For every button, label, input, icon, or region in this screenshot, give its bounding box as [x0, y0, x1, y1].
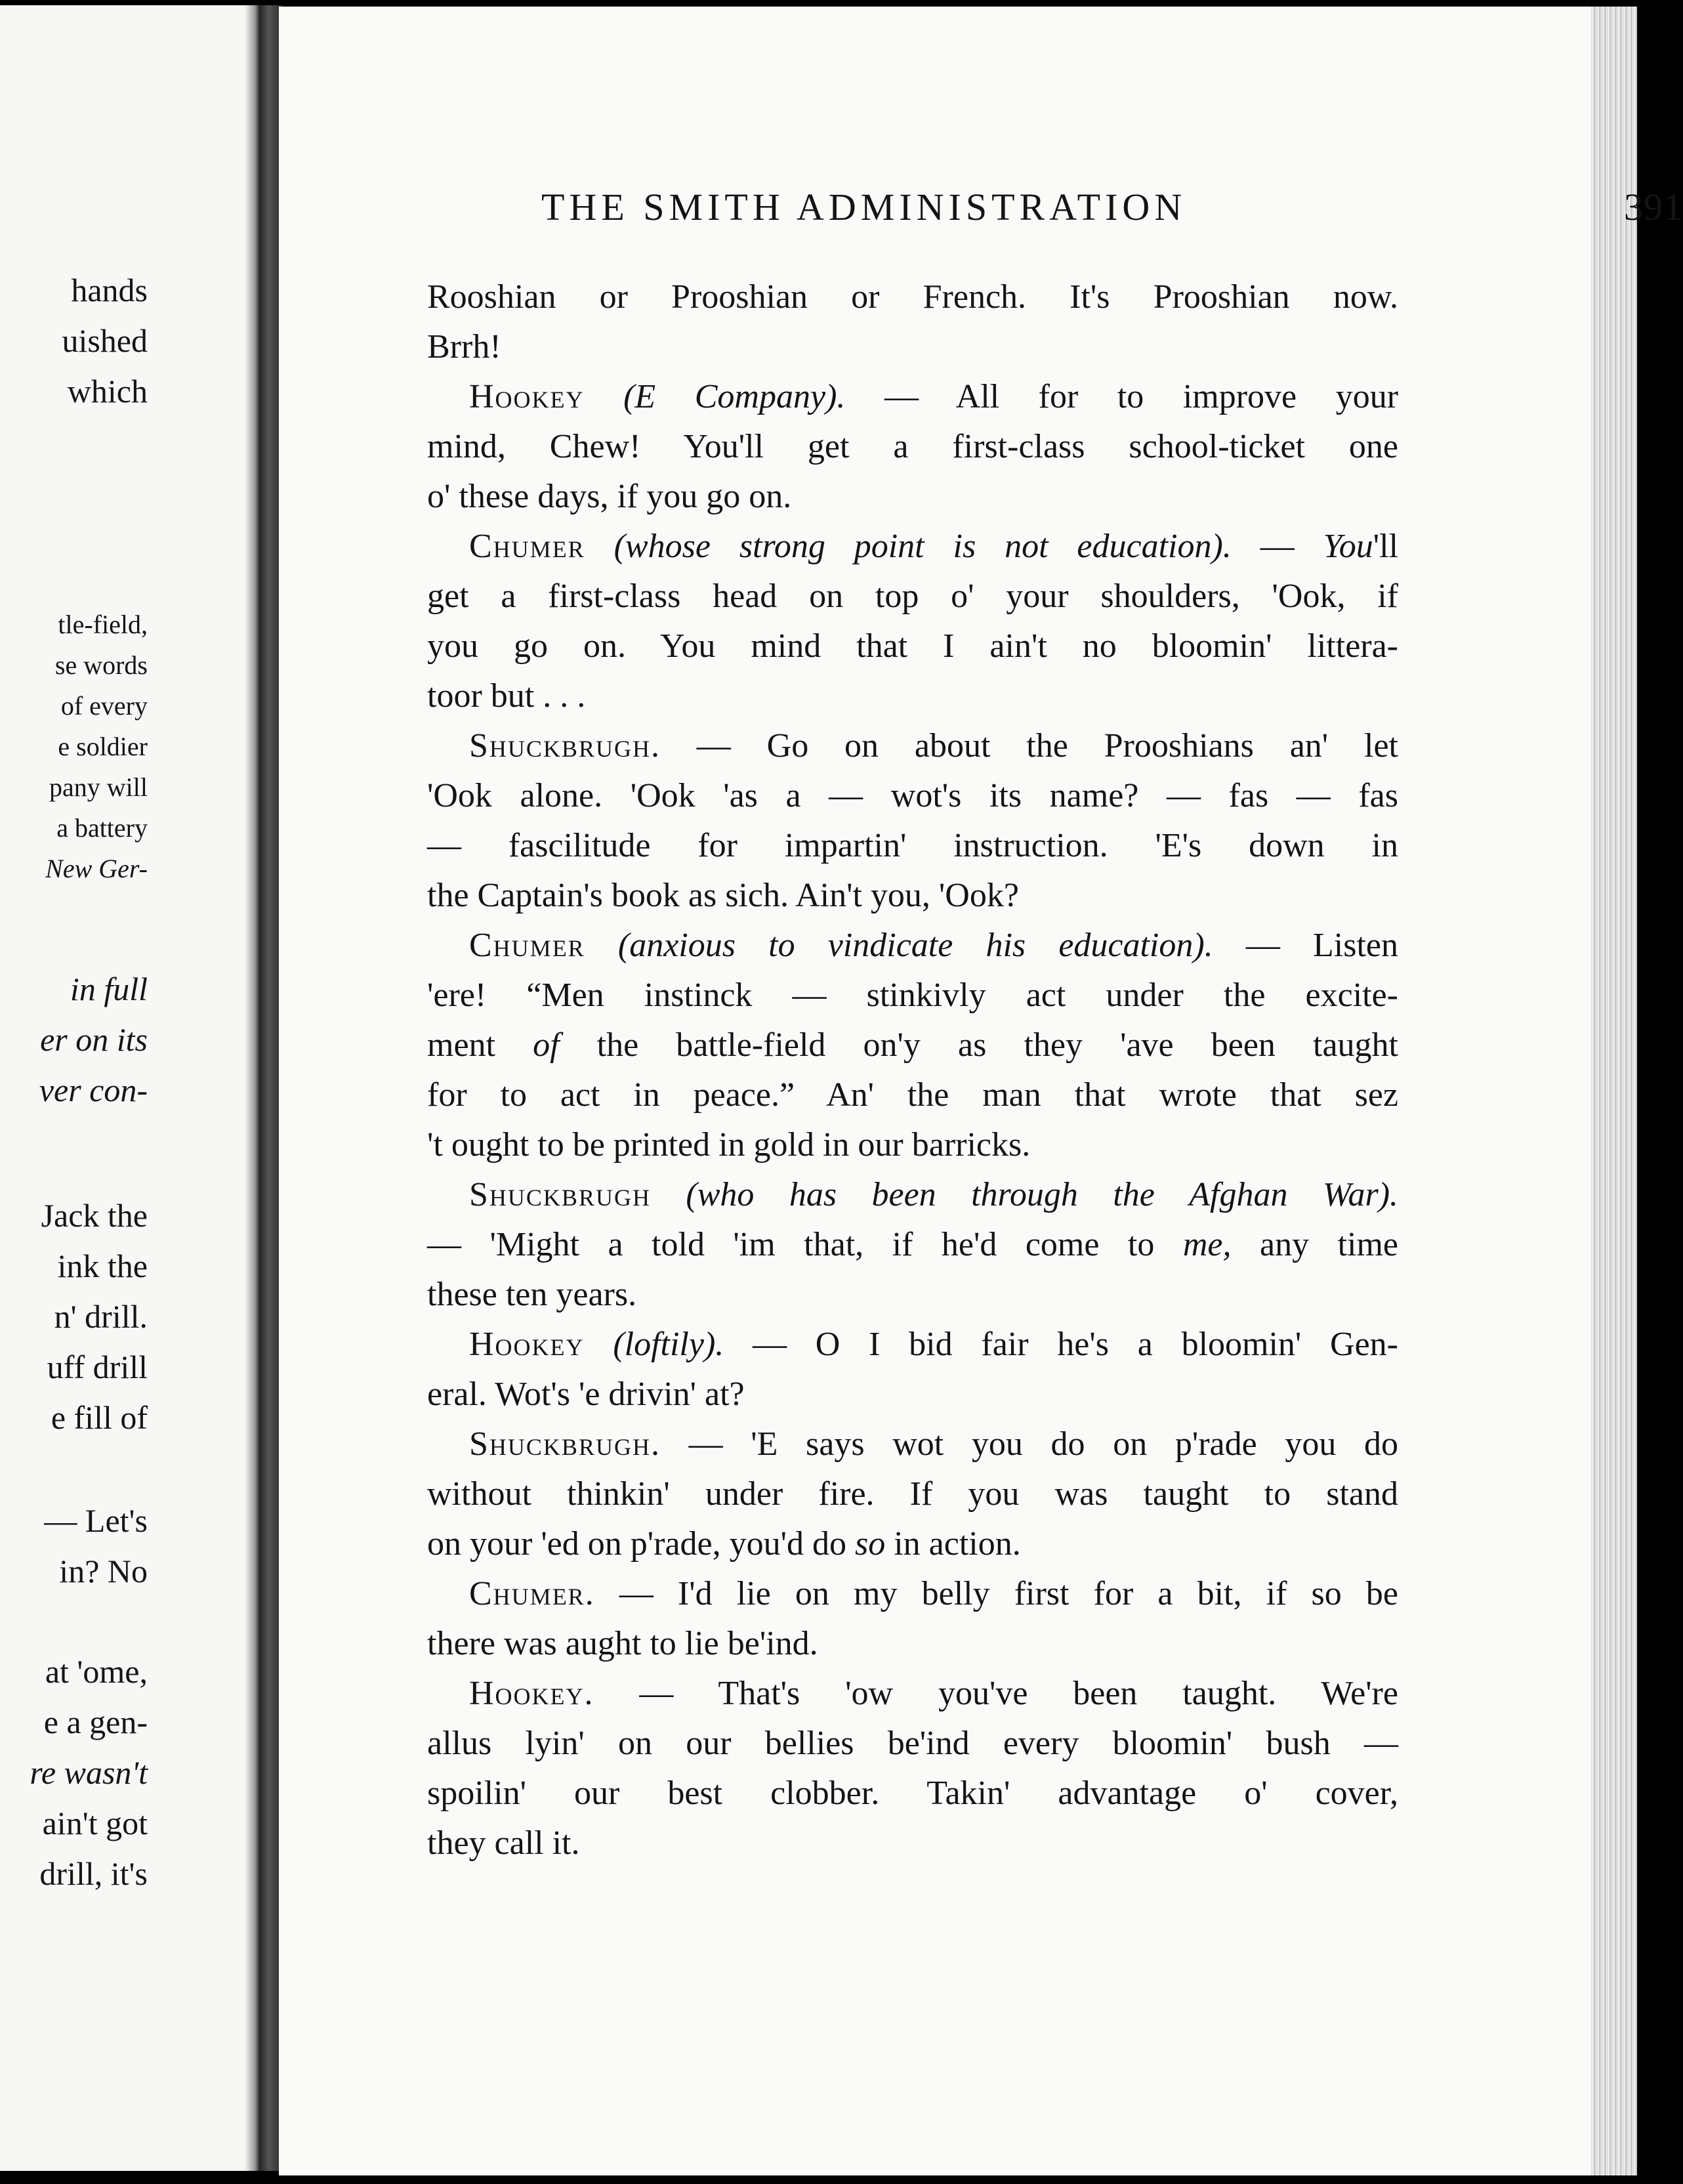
text-line: for to act in peace.” An' the man that wrote that sez: [427, 1076, 1398, 1114]
left-page-line: e fill of: [51, 1399, 148, 1436]
speaker-name: Shuckbrugh.: [469, 727, 661, 765]
speech-line: [427, 1170, 1398, 1220]
text-line: they call it.: [427, 1824, 580, 1862]
left-page-line: drill, it's: [39, 1855, 148, 1892]
page-number: 391: [1624, 186, 1683, 228]
text-line: you go on. You mind that I ain't no bloomin' littera-: [427, 627, 1398, 665]
text-line: eral. Wot's 'e drivin' at?: [427, 1376, 745, 1413]
text-line: there was aught to lie be'ind.: [427, 1625, 818, 1662]
speech-line: Hookey (E Company). — All for to improve your: [469, 378, 1399, 415]
speaker-name: Shuckbrugh: [469, 1176, 651, 1213]
stage-direction: (who has been through the Afghan War).: [686, 1176, 1399, 1213]
right-page: [279, 7, 1683, 2175]
text-line: allus lyin' on our bellies be'ind every bloomin' bush —: [427, 1725, 1398, 1762]
stage-direction: (loftily).: [613, 1326, 724, 1363]
left-page-line: which: [67, 373, 148, 410]
speech-line: Chumer. — I'd lie on my belly first for a bit, if so be: [469, 1575, 1398, 1612]
left-page-fragment: [0, 5, 259, 2171]
speaker-name: Shuckbrugh.: [469, 1425, 661, 1463]
left-page-line: of every: [60, 691, 148, 721]
left-page-line: at 'ome,: [45, 1653, 148, 1690]
speech-line: Shuckbrugh. — Go on about the Prooshians an' let: [469, 727, 1398, 765]
left-page-line: in full: [70, 971, 148, 1007]
speech-line: Chumer (anxious to vindicate his education). — Listen: [469, 927, 1399, 964]
left-page-line: — Let's: [44, 1502, 148, 1539]
left-page-line: New Ger-: [45, 854, 148, 883]
stage-direction: (E Company).: [623, 378, 846, 415]
speech-line: Shuckbrugh. — 'E says wot you do on p'rade you do: [469, 1425, 1398, 1463]
left-page-line: e a gen-: [43, 1704, 148, 1740]
text-line: — 'Might a told 'im that, if he'd come to me, any time: [427, 1226, 1398, 1263]
gutter-shadow: [245, 5, 259, 2171]
text-line: ment of the battle-field on'y as they 'ave been taught: [427, 1026, 1398, 1064]
left-page-line: se words: [54, 650, 148, 680]
text-line: these ten years.: [427, 1276, 637, 1313]
speaker-name: Chumer: [469, 927, 585, 964]
left-page-line: re wasn't: [30, 1754, 148, 1791]
left-page-line: hands: [71, 272, 148, 308]
left-page-line: pany will: [49, 772, 148, 802]
left-page-line: ver con-: [39, 1072, 148, 1108]
speech-line: Hookey (loftily). — O I bid fair he's a bloomin' Gen-: [469, 1326, 1399, 1363]
text-line: on your 'ed on p'rade, you'd do so in action.: [427, 1525, 1021, 1563]
speaker-name: Chumer.: [469, 1575, 595, 1612]
left-page-line: uff drill: [47, 1349, 148, 1385]
text-line: — fascilitude for impartin' instruction. 'E's down in: [427, 827, 1398, 864]
stage-direction: (anxious to vindicate his education).: [617, 927, 1213, 964]
text-line: the Captain's book as sich. Ain't you, 'Ook?: [427, 877, 1019, 914]
text-line: without thinkin' under fire. If you was taught to stand: [427, 1475, 1398, 1513]
left-page-line: er on its: [40, 1021, 148, 1058]
text-line: 't ought to be printed in gold in our barricks.: [427, 1126, 1031, 1164]
text-line: Rooshian or Prooshian or French. It's Prooshian now.: [427, 278, 1398, 316]
text-line: 'ere! “Men instinck — stinkivly act under the excite-: [427, 976, 1398, 1014]
left-page-line: uished: [62, 322, 148, 359]
text-line: o' these days, if you go on.: [427, 478, 792, 515]
text-line: 'Ook alone. 'Ook 'as a — wot's its name? — fas — fas: [427, 777, 1398, 814]
left-page-line: n' drill.: [54, 1298, 148, 1335]
left-page-line: a battery: [56, 813, 148, 843]
text-line: Brrh!: [427, 328, 501, 366]
body-text: [427, 272, 1398, 1868]
speaker-name: Hookey.: [469, 1675, 594, 1712]
left-page-line: in? No: [59, 1553, 148, 1589]
left-page-line: ain't got: [42, 1805, 148, 1841]
speaker-name: Hookey: [469, 378, 585, 415]
speech-line: Chumer (whose strong point is not education). — You'll: [469, 528, 1399, 565]
speaker-name: Hookey: [469, 1326, 585, 1363]
speaker-name: Chumer: [469, 528, 585, 565]
left-page-line: tle-field,: [58, 610, 148, 639]
stage-direction: (whose strong point is not education).: [613, 528, 1232, 565]
speech-line: Hookey. — That's 'ow you've been taught. We're: [469, 1675, 1398, 1712]
running-head: [541, 185, 1683, 244]
text-line: get a first-class head on top o' your shoulders, 'Ook, if: [427, 578, 1398, 615]
text-line: spoilin' our best clobber. Takin' advantage o' cover,: [427, 1774, 1398, 1812]
text-line: mind, Chew! You'll get a first-class school-ticket one: [427, 428, 1398, 465]
page-edges: [1591, 7, 1637, 2175]
text-line: toor but . . .: [427, 677, 586, 715]
left-page-line: Jack the: [41, 1197, 148, 1234]
left-page-line: e soldier: [58, 732, 148, 761]
running-title: THE SMITH ADMINISTRATION: [541, 186, 1187, 228]
left-page-line: ink the: [57, 1248, 148, 1284]
